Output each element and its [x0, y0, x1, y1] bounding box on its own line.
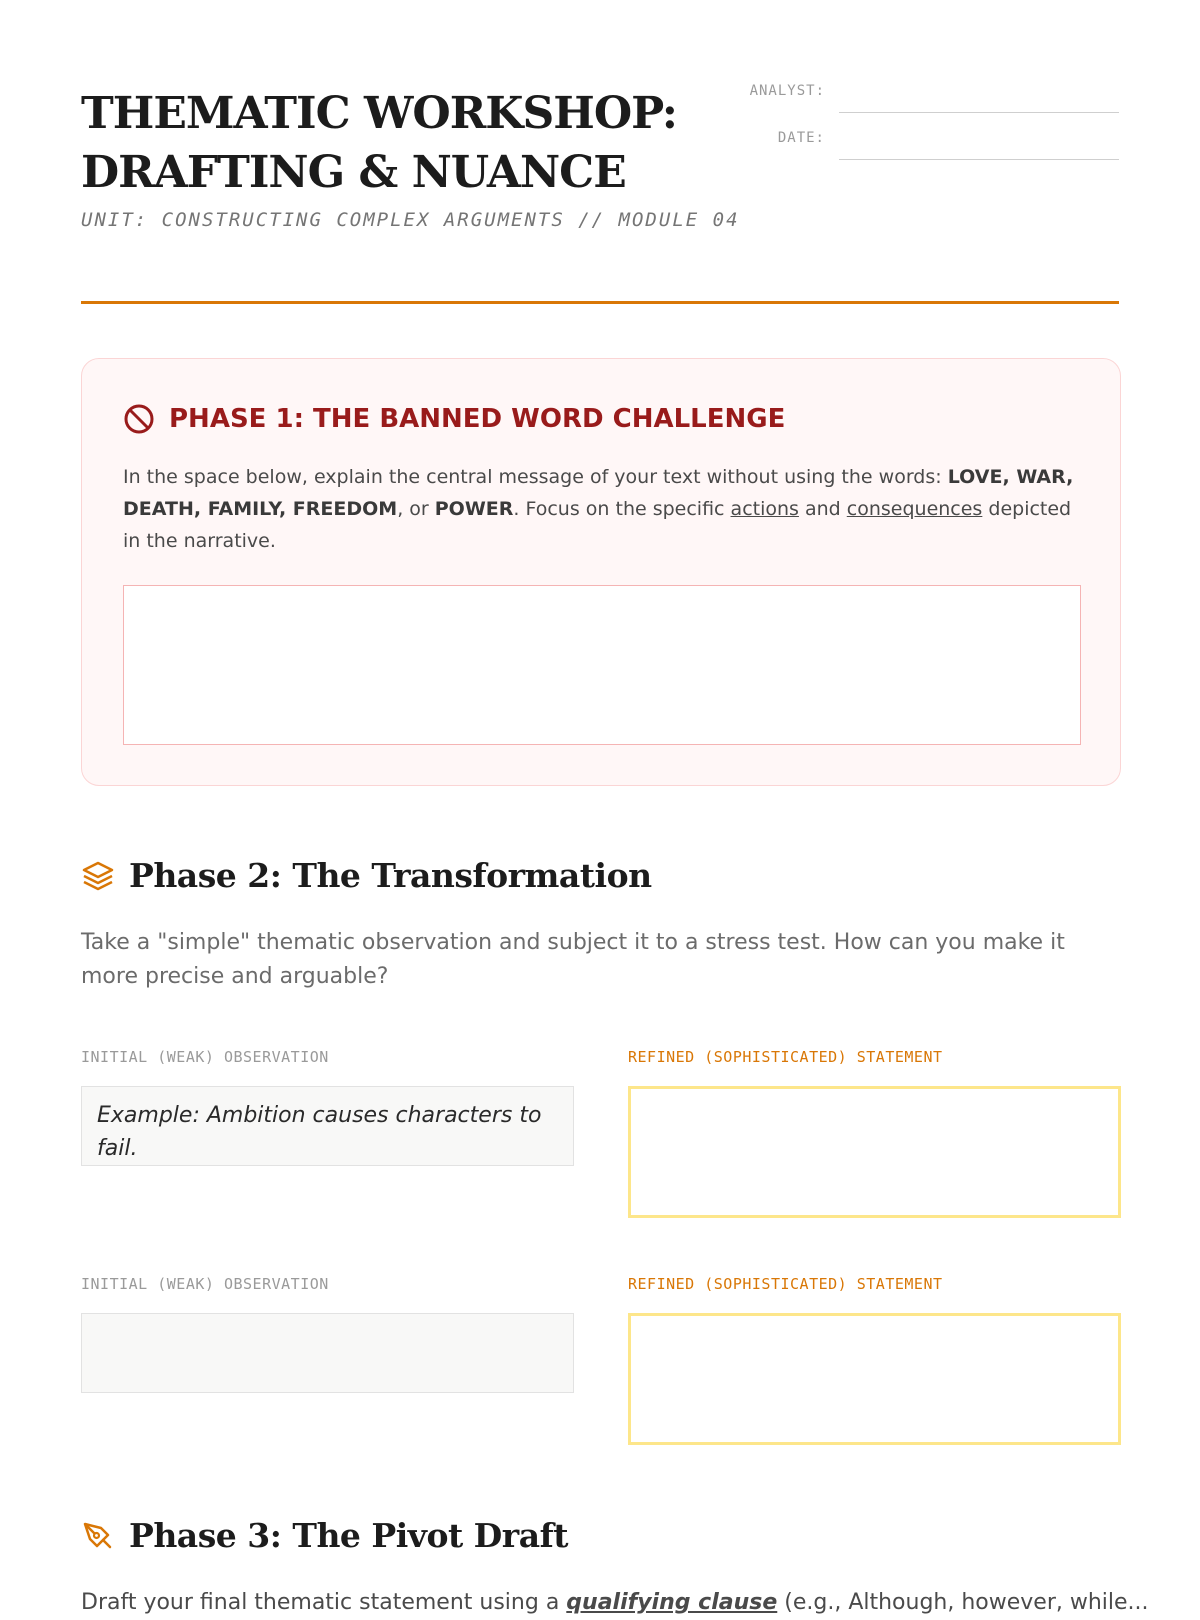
- actions-word: actions: [730, 498, 799, 520]
- qualifying-clause: qualifying clause: [566, 1590, 778, 1615]
- consequences-word: consequences: [846, 498, 983, 520]
- banned-sep-2: ,: [1066, 466, 1074, 488]
- date-field[interactable]: [839, 125, 1119, 160]
- date-label: DATE:: [777, 130, 825, 146]
- banned-sep-3: ,: [193, 498, 208, 520]
- date-row: [749, 125, 1119, 160]
- refined-statement-2[interactable]: [628, 1313, 1121, 1445]
- or-text: , or: [397, 498, 435, 520]
- phase1-heading: [123, 403, 785, 435]
- phase1-title: PHASE 1: THE BANNED WORD CHALLENGE: [169, 404, 786, 434]
- page-title-line-2: DRAFTING & NUANCE: [81, 147, 626, 198]
- strong-label-2: REFINED (SOPHISTICATED) STATEMENT: [628, 1275, 943, 1293]
- weak-observation-1[interactable]: Example: Ambition causes characters to fail.: [81, 1086, 574, 1166]
- layers-icon: [81, 859, 115, 893]
- phase3-description: [81, 1586, 1149, 1620]
- banned-word-5: FREEDOM: [292, 498, 398, 520]
- refined-statement-1[interactable]: [628, 1086, 1121, 1218]
- banned-word-6: POWER: [434, 498, 514, 520]
- banned-word-4: FAMILY: [207, 498, 279, 520]
- ban-icon: [123, 403, 155, 435]
- banned-sep-4: ,: [278, 498, 293, 520]
- phase3-text-start: Draft your final thematic statement using a: [81, 1590, 567, 1615]
- weak-observation-2[interactable]: [81, 1313, 574, 1393]
- page-title: [81, 84, 677, 202]
- phase1-intro: In the space below, explain the central message of your text without using the words:: [123, 466, 948, 488]
- phase1-card: [81, 358, 1121, 786]
- pen-tool-icon: [81, 1519, 115, 1553]
- banned-word-2: WAR: [1016, 466, 1067, 488]
- weak-label-1: INITIAL (WEAK) OBSERVATION: [81, 1048, 329, 1066]
- phase2-description: Take a "simple" thematic observation and subject it to a stress test. How can you make it more precise and arguable?: [81, 930, 1065, 989]
- phase1-tail: depicted in the narrative.: [123, 498, 1072, 552]
- phase3-text-end: (e.g., Although, however, while...: [777, 1590, 1149, 1615]
- analyst-label: ANALYST:: [749, 83, 825, 99]
- phase2-title: Phase 2: The Transformation: [129, 856, 652, 895]
- focus-text: . Focus on the specific: [513, 498, 731, 520]
- page-title-line-1: THEMATIC WORKSHOP:: [81, 88, 677, 139]
- analyst-field[interactable]: [839, 78, 1119, 113]
- banned-word-1: LOVE: [947, 466, 1003, 488]
- and-text: and: [798, 498, 847, 520]
- weak-label-2: INITIAL (WEAK) OBSERVATION: [81, 1275, 329, 1293]
- analyst-row: [749, 78, 1119, 113]
- phase1-response-box[interactable]: [123, 585, 1081, 745]
- header: [81, 0, 1119, 304]
- strong-label-1: REFINED (SOPHISTICATED) STATEMENT: [628, 1048, 943, 1066]
- phase2-heading: [81, 856, 652, 895]
- phase1-instructions: [123, 461, 1083, 557]
- banned-sep-1: ,: [1002, 466, 1017, 488]
- phase3-heading: [81, 1516, 568, 1555]
- banned-word-3: DEATH: [123, 498, 194, 520]
- page-subtitle: UNIT: CONSTRUCTING COMPLEX ARGUMENTS // MODULE 04: [81, 209, 740, 231]
- phase3-title: Phase 3: The Pivot Draft: [129, 1516, 569, 1555]
- meta-fields: [749, 78, 1119, 172]
